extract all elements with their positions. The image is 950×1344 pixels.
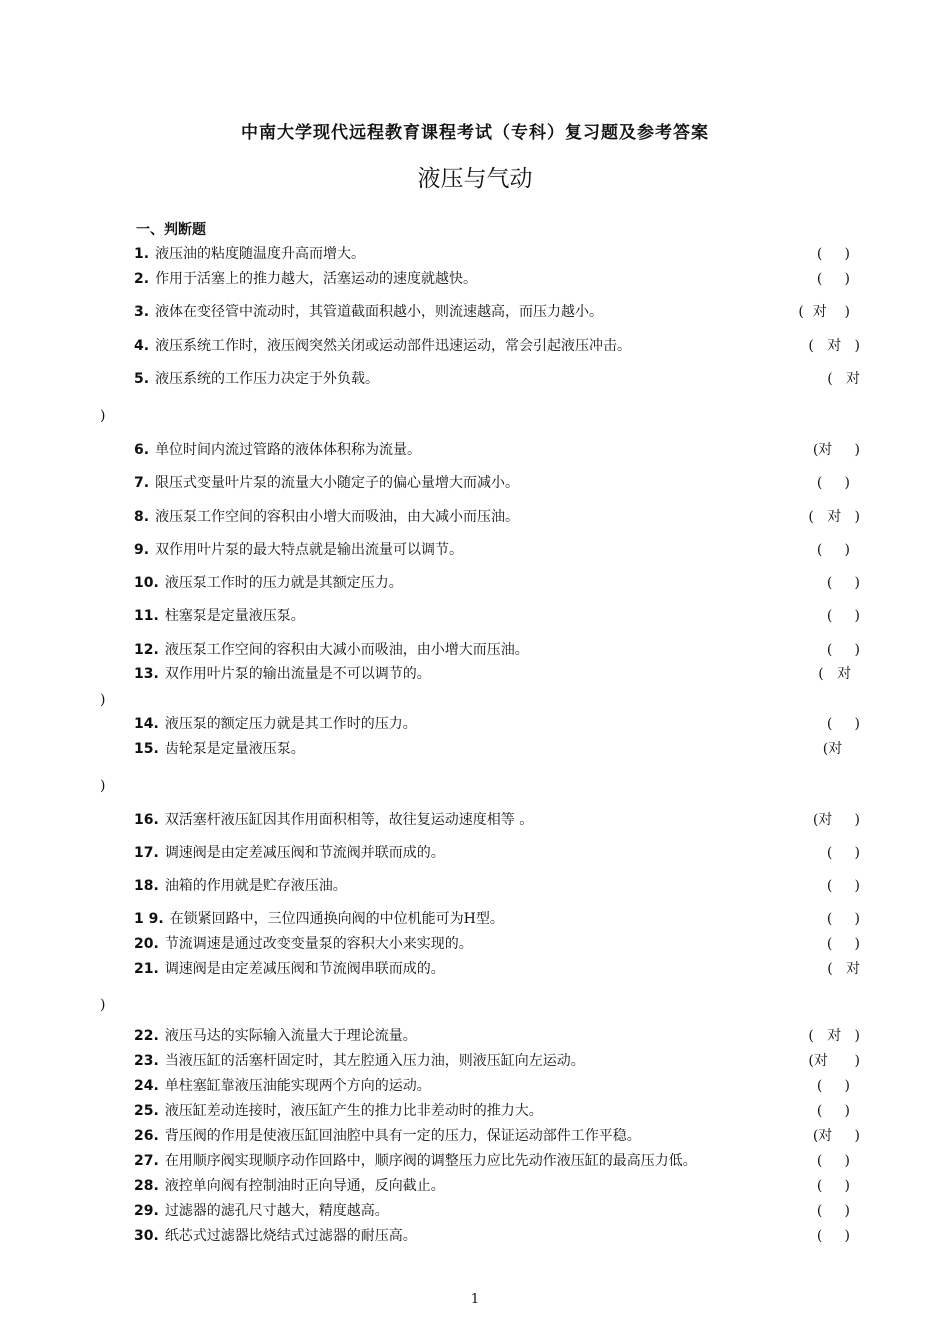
question-number: 1 9. [134, 911, 164, 927]
question-number: 23. [134, 1053, 159, 1069]
question-number: 5. [134, 371, 150, 387]
question-item [134, 506, 864, 528]
question-item [134, 908, 864, 930]
question-number: 10. [134, 575, 159, 591]
answer-blank: ( ) [826, 878, 860, 894]
question-item [134, 368, 864, 390]
page-title: 液压与气动 [417, 166, 533, 192]
answer-blank: ( ) [816, 1153, 850, 1169]
question-text: 调速阀是由定差减压阀和节流阀串联而成的。 [164, 961, 445, 977]
question-number: 21. [134, 961, 159, 977]
answer-blank: ( 对 [827, 961, 860, 977]
question-item [134, 663, 864, 685]
answer-blank: ( 对 [818, 666, 860, 682]
question-number: 29. [134, 1203, 159, 1219]
question-text: 液压泵工作时的压力就是其额定压力。 [164, 575, 403, 591]
question-item [134, 933, 864, 955]
question-item [134, 875, 864, 897]
document-header: 中南大学现代远程教育课程考试（专科）复习题及参考答案 [241, 123, 709, 143]
question-item [134, 713, 864, 735]
question-text: 限压式变量叶片泵的流量大小随定子的偏心量增大而减小。 [155, 475, 520, 491]
question-number: 1. [134, 246, 150, 262]
question-item [134, 1150, 864, 1172]
answer-blank: ( 对 [827, 371, 860, 387]
question-number: 2. [134, 271, 150, 287]
question-item [134, 958, 864, 980]
question-number: 15. [134, 741, 159, 757]
answer-blank: ( ) [826, 845, 860, 861]
question-number: 25. [134, 1103, 159, 1119]
question-text: 液压油的粘度随温度升高而增大。 [155, 246, 366, 262]
question-text: 双作用叶片泵的输出流量是不可以调节的。 [164, 666, 431, 682]
question-number: 14. [134, 716, 159, 732]
question-text: 背压阀的作用是使液压缸回油腔中具有一定的压力，保证运动部件工作平稳。 [164, 1128, 641, 1144]
question-text: 调速阀是由定差减压阀和节流阀并联而成的。 [164, 845, 445, 861]
question-item [134, 539, 864, 561]
question-text: 液压马达的实际输入流量大于理论流量。 [164, 1028, 417, 1044]
question-text: 液压系统工作时，液压阀突然关闭或运动部件迅速运动，常会引起液压冲击。 [155, 338, 632, 354]
question-number: 9. [134, 542, 150, 558]
page-number: 1 [470, 1292, 480, 1307]
closing-paren: ) [100, 778, 106, 794]
answer-blank: ( ) [816, 1228, 850, 1244]
question-text: 液压泵工作空间的容积由大减小而吸油，由小增大而压油。 [164, 642, 529, 658]
question-item [134, 1175, 864, 1197]
answer-blank: (对 ) [812, 1128, 860, 1144]
answer-blank: ( 对 ) [798, 304, 850, 320]
question-item [134, 738, 864, 760]
question-number: 18. [134, 878, 159, 894]
answer-blank: ( 对 ) [808, 1028, 860, 1044]
question-item [134, 472, 864, 494]
question-text: 液压泵工作空间的容积由小增大而吸油，由大减小而压油。 [155, 509, 520, 525]
answer-blank: ( ) [816, 1103, 850, 1119]
question-text: 作用于活塞上的推力越大，活塞运动的速度就越快。 [155, 271, 478, 287]
question-item [134, 243, 864, 265]
closing-paren: ) [100, 997, 106, 1013]
question-item [134, 1200, 864, 1222]
question-item [134, 1050, 864, 1072]
question-number: 12. [134, 642, 159, 658]
question-item [134, 605, 864, 627]
question-number: 13. [134, 666, 159, 682]
question-number: 7. [134, 475, 150, 491]
answer-blank: ( ) [826, 936, 860, 952]
question-text: 齿轮泵是定量液压泵。 [164, 741, 305, 757]
question-item [134, 639, 864, 661]
question-item [134, 842, 864, 864]
question-item [134, 572, 864, 594]
answer-blank: (对 ) [808, 1053, 860, 1069]
question-number: 4. [134, 338, 150, 354]
question-number: 22. [134, 1028, 159, 1044]
question-item [134, 301, 864, 323]
question-text: 双作用叶片泵的最大特点就是输出流量可以调节。 [155, 542, 464, 558]
answer-blank: ( ) [816, 1178, 850, 1194]
question-number: 27. [134, 1153, 159, 1169]
question-text: 液控单向阀有控制油时正向导通，反向截止。 [164, 1178, 445, 1194]
answer-blank: (对 ) [812, 442, 860, 458]
question-text: 液体在变径管中流动时，其管道截面积越小，则流速越高，而压力越小。 [155, 304, 604, 320]
answer-blank: ( ) [816, 1203, 850, 1219]
question-item [134, 439, 864, 461]
question-number: 24. [134, 1078, 159, 1094]
answer-blank: ( ) [816, 1078, 850, 1094]
question-text: 液压缸差动连接时，液压缸产生的推力比非差动时的推力大。 [164, 1103, 543, 1119]
question-item [134, 809, 864, 831]
closing-paren: ) [100, 692, 106, 708]
question-number: 8. [134, 509, 150, 525]
answer-blank: ( ) [826, 575, 860, 591]
question-number: 3. [134, 304, 150, 320]
answer-blank: ( ) [826, 642, 860, 658]
answer-blank: ( 对 ) [808, 509, 860, 525]
question-text: 液压系统的工作压力决定于外负载。 [155, 371, 380, 387]
question-text: 过滤器的滤孔尺寸越大，精度越高。 [164, 1203, 389, 1219]
answer-blank: ( ) [816, 271, 850, 287]
question-item [134, 1125, 864, 1147]
question-text: 在锁紧回路中，三位四通换向阀的中位机能可为H型。 [169, 911, 504, 927]
question-text: 柱塞泵是定量液压泵。 [164, 608, 305, 624]
answer-blank: ( ) [816, 542, 850, 558]
answer-blank: ( ) [826, 911, 860, 927]
question-text: 单位时间内流过管路的液体体积称为流量。 [155, 442, 422, 458]
question-number: 20. [134, 936, 159, 952]
question-text: 当液压缸的活塞杆固定时，其左腔通入压力油，则液压缸向左运动。 [164, 1053, 585, 1069]
question-item [134, 1025, 864, 1047]
question-item [134, 335, 864, 357]
question-text: 油箱的作用就是贮存液压油。 [164, 878, 347, 894]
question-number: 28. [134, 1178, 159, 1194]
question-number: 17. [134, 845, 159, 861]
question-item [134, 1075, 864, 1097]
section-heading: 一、判断题 [136, 222, 206, 238]
answer-blank: ( ) [826, 608, 860, 624]
question-text: 单柱塞缸靠液压油能实现两个方向的运动。 [164, 1078, 431, 1094]
question-text: 液压泵的额定压力就是其工作时的压力。 [164, 716, 417, 732]
question-number: 11. [134, 608, 159, 624]
question-text: 在用顺序阀实现顺序动作回路中，顺序阀的调整压力应比先动作液压缸的最高压力低。 [164, 1153, 697, 1169]
question-number: 30. [134, 1228, 159, 1244]
question-item [134, 268, 864, 290]
answer-blank: ( ) [816, 475, 850, 491]
question-text: 节流调速是通过改变变量泵的容积大小来实现的。 [164, 936, 473, 952]
answer-blank: ( 对 ) [808, 338, 860, 354]
answer-blank: ( ) [826, 716, 860, 732]
question-text: 纸芯式过滤器比烧结式过滤器的耐压高。 [164, 1228, 417, 1244]
question-number: 26. [134, 1128, 159, 1144]
answer-blank: ( ) [816, 246, 850, 262]
question-text: 双活塞杆液压缸因其作用面积相等，故往复运动速度相等 。 [164, 812, 534, 828]
closing-paren: ) [100, 408, 106, 424]
question-number: 6. [134, 442, 150, 458]
question-item [134, 1225, 864, 1247]
question-number: 16. [134, 812, 159, 828]
answer-blank: (对 [822, 741, 860, 757]
question-item [134, 1100, 864, 1122]
answer-blank: (对 ) [812, 812, 860, 828]
